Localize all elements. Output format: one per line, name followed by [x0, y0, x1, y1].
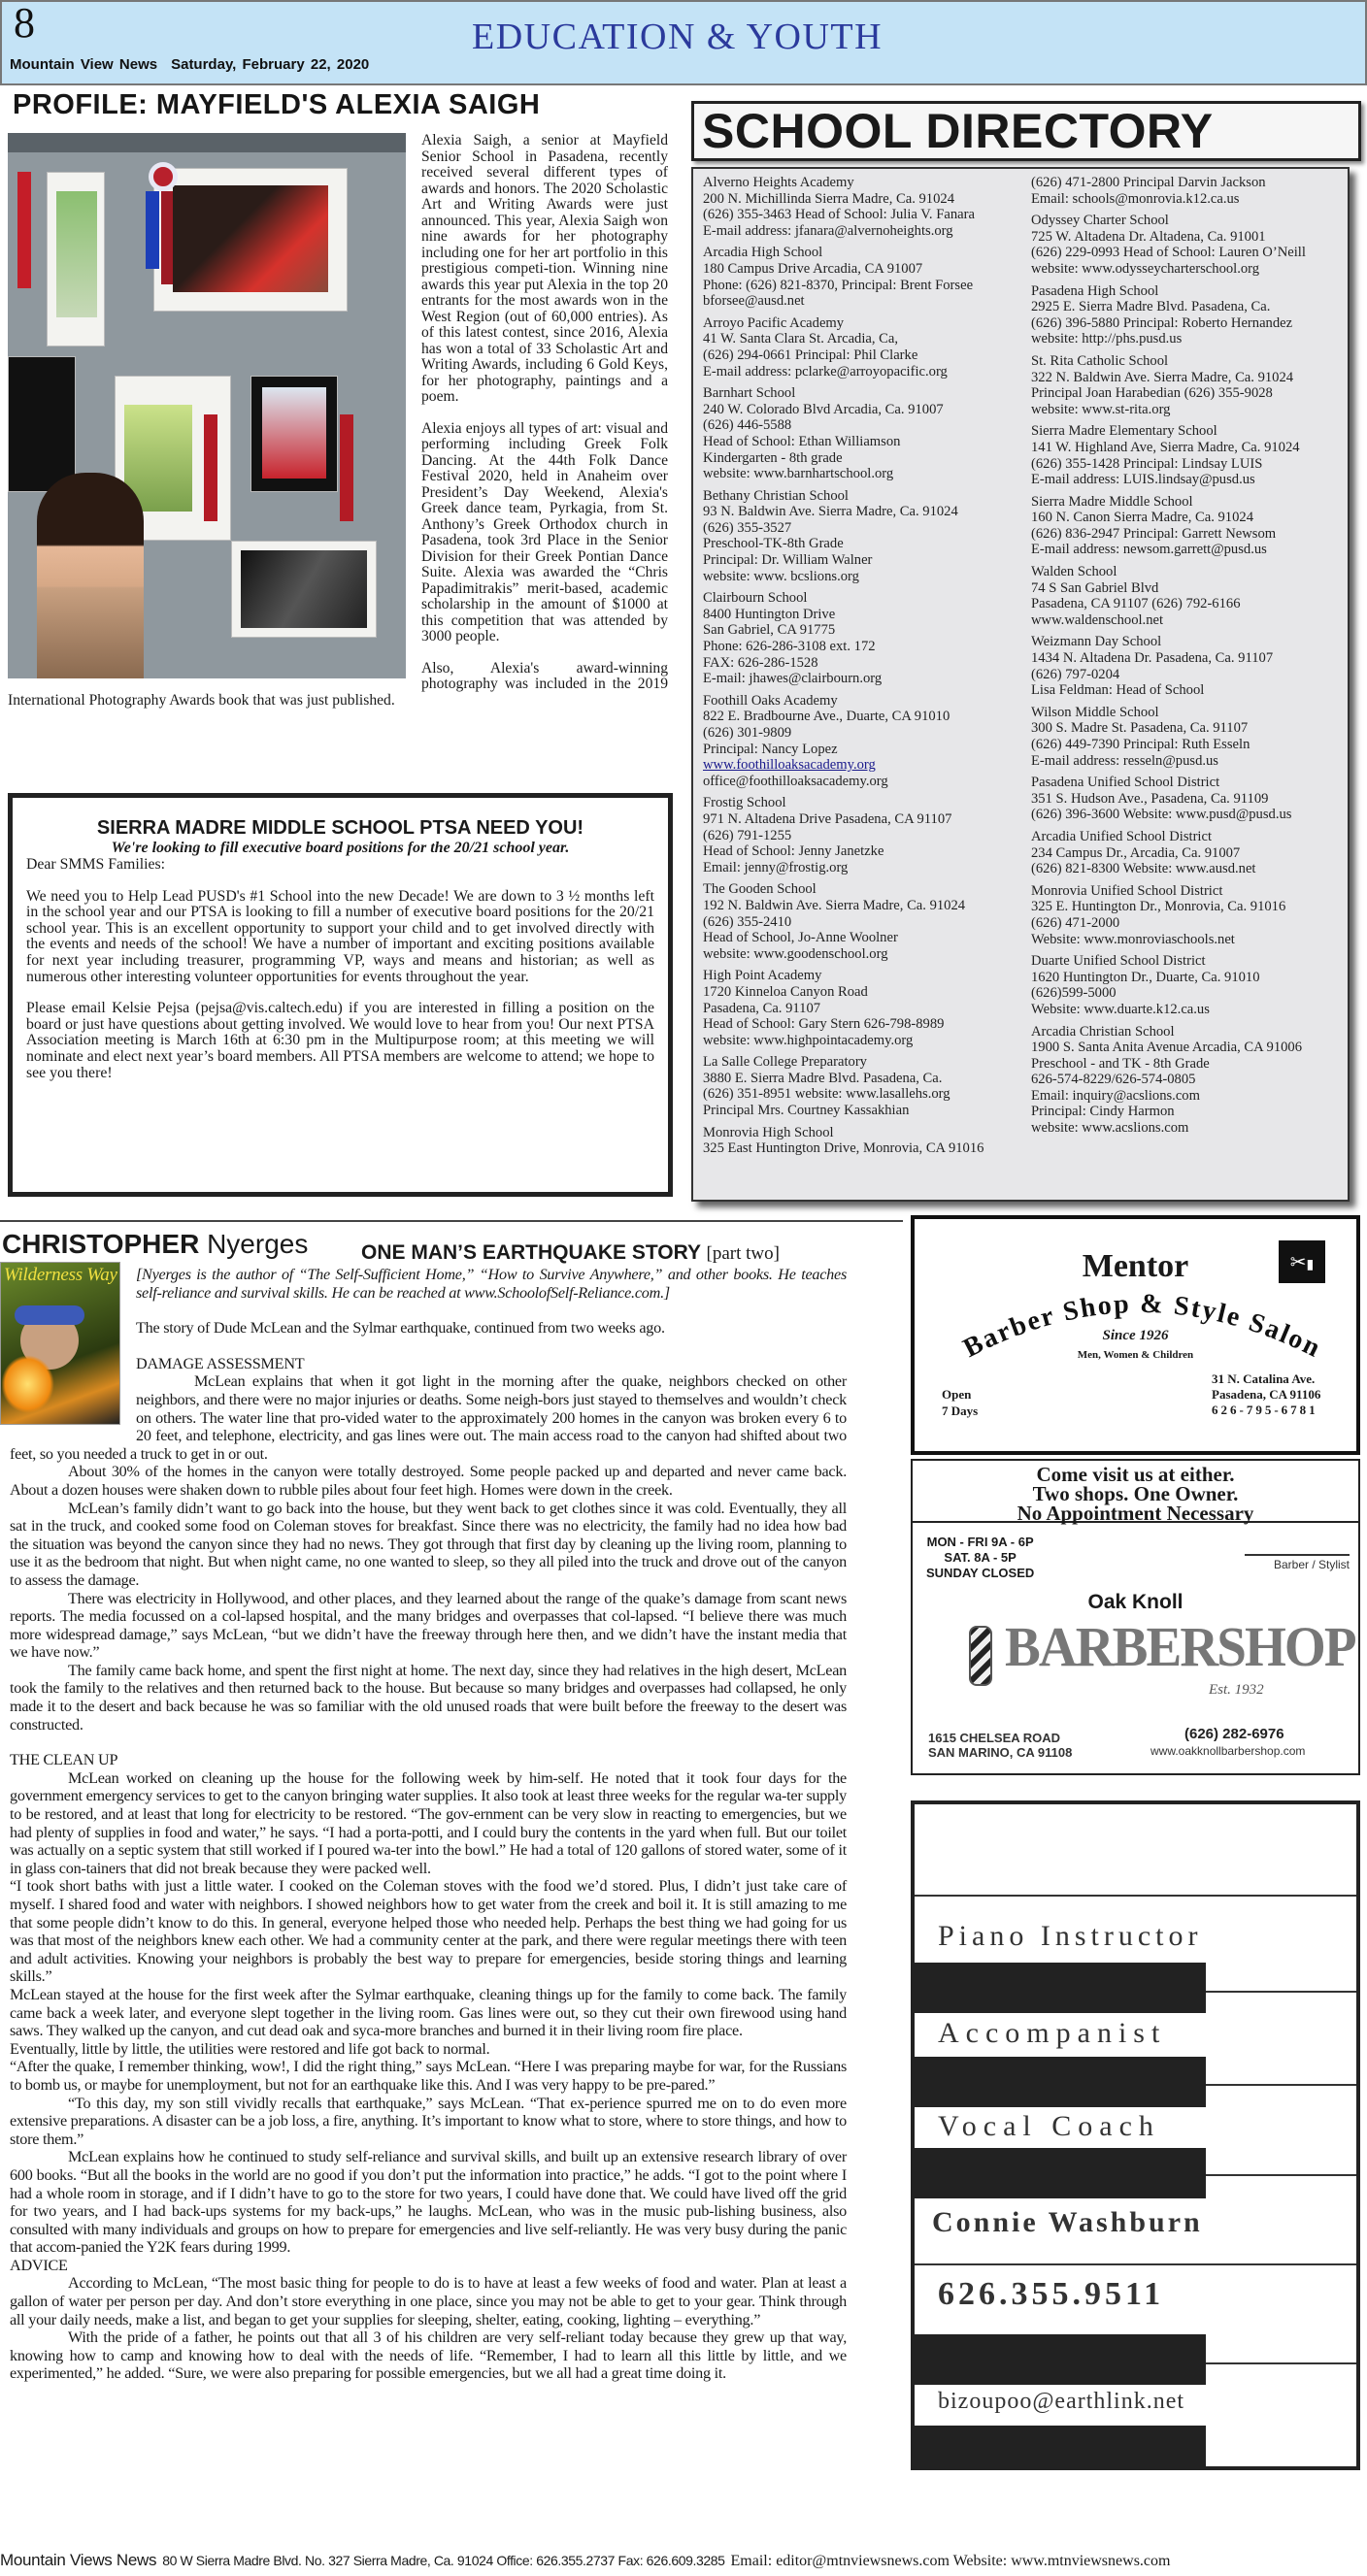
school-detail: 200 N. Michillinda Sierra Madre, Ca. 91024 — [703, 190, 954, 207]
directory-column-left — [703, 175, 1028, 1163]
directory-entry — [1031, 564, 1356, 628]
ptsa-paragraph: Please email Kelsie Pejsa (pejsa@vis.caltech.edu) if you are interested in filling a position on the board or just have questions about getting involved. We would love to hear from you! Our next PTSA Association meeting is March 16th at 6:30 pm in the Multipurpose room; at this meeting we will nominate and elect next year’s board members. All PTSA members are welcome to attend; we hope to see you there! — [26, 1000, 654, 1081]
page-number: 8 — [14, 0, 35, 47]
directory-entry — [703, 385, 1028, 482]
school-detail: website: www.odysseycharterschool.org — [1031, 260, 1260, 277]
school-name: Foothill Oaks Academy — [703, 692, 838, 709]
directory-entry — [703, 968, 1028, 1048]
school-detail: Head of School: Jenny Janetzke — [703, 843, 884, 860]
profile-paragraph: Alexia Saigh, a senior at Mayfield Senior School in Pasadena, recently received several different types of awards and honors. The 2020 Scholastic Art and Writing Awards were just announced. This year, Alexia Saigh won nine awards for her photography including one for her art portfolio in this prestigious competi-tion. Winning nine awards this year put Alexia in the top 20 entrants for the most awards won in the West Region (out of 60,000 entries). As of this latest contest, since 2016, Alexia has won a total of 33 Scholastic Art and Writing Awards, including 6 Gold Keys, for her photography, paintings and a poem. — [421, 132, 668, 405]
school-detail: 822 E. Bradbourne Ave., Duarte, CA 91010 — [703, 709, 950, 725]
school-name: La Salle College Preparatory — [703, 1054, 867, 1071]
school-detail: bforsee@ausd.net — [703, 293, 805, 310]
article-paragraph: McLean explains how he continued to study self-reliance and survival skills, and built up an extensive research library of over 600 books. “But all the books in the world are no good if you don’t put the information into practice,” he adds. “I got to the point where I had a whole room in storage, and if I didn’t have to go to the store for two years, I could have done that. We could have lived off the grid for two years, and I had back-ups systems for my back-ups,” he laughs. McLean, who was in the music pub-lishing business, also consulted with many individuals and groups on how to prepare for emergencies and live self-reliantly. He was very busy during the panic that accom-panied the Y2K fears during 1999. — [10, 2148, 847, 2257]
school-name: St. Rita Catholic School — [1031, 352, 1169, 369]
school-name: Alverno Heights Academy — [703, 175, 854, 190]
directory-entry — [703, 693, 1028, 790]
school-detail: Phone: 626-286-3108 ext. 172 — [703, 639, 876, 655]
school-name: Arroyo Pacific Academy — [703, 314, 845, 331]
school-detail: 1434 N. Altadena Dr. Pasadena, Ca. 91107 — [1031, 650, 1274, 667]
school-name: Frostig School — [703, 795, 786, 811]
school-detail: (626) 471-2800 Principal Darvin Jackson — [1031, 175, 1266, 190]
school-detail: Head of School: Ethan Williamson — [703, 433, 901, 449]
oak-hours-2: SAT. 8A - 5P — [944, 1550, 1017, 1565]
oak-promo-1: Come visit us at either. — [1036, 1463, 1235, 1486]
article-paragraph: McLean stayed at the house for the first week after the Sylmar earthquake, cleaning things up for the family to come back. The family came back a week later, and everyone slept together in the living room. Gas lines were out, so they cut their own firewood using hand saws. They walked up the canyon, and cut dead oak and syca-more branches and burned it in their living room fire place. — [10, 1985, 847, 2040]
school-name: Pasadena Unified School District — [1031, 775, 1220, 791]
school-detail: (626) 294-0661 Principal: Phil Clarke — [703, 347, 918, 363]
ptsa-paragraph: We need you to Help Lead PUSD's #1 School into the new Decade! We are down to 3 ½ months left in the school year and our PTSA is looking to fill a number of executive board positions for the 20/21 school year. This is an excellent opportunity to support your child and to get involved directly with the events and needs of the school! We have a number of important and exciting positions available for next year including treasurer, programming VP, ways and means and historian; as well as numerous other interesting volunteer opportunities for events throughout the year. — [26, 887, 654, 985]
school-detail: Head of School: Gary Stern 626-798-8989 — [703, 1016, 945, 1033]
oak-role: Barber / Stylist — [1245, 1554, 1350, 1571]
school-detail: (626) 791-1255 — [703, 827, 792, 843]
school-detail: 626-574-8229/626-574-0805 — [1031, 1072, 1196, 1088]
directory-column-right — [1031, 175, 1356, 1142]
piano-line-1: Piano Instructor — [938, 1920, 1203, 1952]
book-cover-title: Wilderness Way — [4, 1265, 117, 1285]
directory-entry — [1031, 283, 1356, 347]
mentor-hours-1: Open — [942, 1387, 972, 1402]
directory-entry — [703, 1054, 1028, 1118]
school-detail: 141 W. Highland Ave, Sierra Madre, Ca. 91024 — [1031, 439, 1300, 455]
profile-photo — [8, 133, 406, 678]
article-paragraph: Eventually, little by little, the utilities were restored and life got back to normal. — [10, 2039, 490, 2058]
school-detail: website: www.highpointacademy.org — [703, 1032, 914, 1048]
section-divider — [0, 1220, 903, 1222]
article-paragraph: McLean worked on cleaning up the house for the following week by him-self. He noted that it took four days for the government emergency services to get to the canyon bringing water supplies. It also took at least three weeks for the regular wa-ter supply to be restored, and at least that long for electricity to be restored. “The gov-ernment can be very slow in reacting to emergencies, but we had plenty of supplies in food and water,” he says. “I had a porta-potti, and I could bury the contents in the yard when full. But our toilet was actually on a septic system that still worked if I poured wa-ter into the bowl.” He had a total of 120 gallons of stored water, some of it in glass con-tainers that did not break because they were packed well. — [10, 1768, 847, 1877]
school-name: Monrovia High School — [703, 1124, 834, 1140]
article-paragraph: McLean’s family didn’t want to go back into the house, but they went back to get clothes since it was cold. Eventually, they all sat in the truck, and cooked some food on Coleman stoves for breakfast. Since there was no electricity, the family had no idea how bad the situation was beyond the canyon since they had no news. They got through that first day by cleaning up the living room, planning to use it as the bedroom that night. But when night came, no one wanted to sleep, so they all piled into the truck and drove out of the canyon to assess the damage. — [10, 1499, 847, 1589]
school-detail: Principal Mrs. Courtney Kassakhian — [703, 1103, 910, 1119]
directory-entry — [1031, 175, 1356, 207]
mentor-address — [1212, 1371, 1320, 1418]
school-detail: 41 W. Santa Clara St. Arcadia, Ca, — [703, 331, 899, 347]
directory-entry — [1031, 829, 1356, 877]
mentor-hours — [942, 1386, 978, 1419]
school-detail: San Gabriel, CA 91775 — [703, 622, 836, 639]
barber-icon: ✂▮ — [1279, 1240, 1325, 1283]
school-detail: website: www.goodenschool.org — [703, 945, 888, 962]
profile-paragraph: Also, Alexia's award-winning photography was included in the 2019 International Photography Awards book that was just published. — [8, 659, 668, 709]
article-paragraph: About 30% of the homes in the canyon were totally destroyed. Some people packed up and departed and never came back. About a dozen houses were shaken down to rubble piles about four feet high. Homes were down in the creek. — [10, 1463, 847, 1499]
school-name: Sierra Madre Middle School — [1031, 493, 1193, 510]
school-detail: (626) 821-8300 Website: www.ausd.net — [1031, 861, 1256, 877]
oak-promo — [913, 1465, 1358, 1523]
school-detail: 971 N. Altadena Drive Pasadena, CA 91107 — [703, 810, 952, 827]
school-detail: Principal: Cindy Harmon — [1031, 1104, 1175, 1120]
oak-address — [928, 1731, 1072, 1760]
article-paragraphs — [10, 1266, 847, 2383]
school-detail: 1620 Huntington Dr., Duarte, Ca. 91010 — [1031, 969, 1260, 985]
oak-name-small: Oak Knoll — [1087, 1591, 1184, 1613]
school-name: Pasadena High School — [1031, 282, 1159, 299]
school-detail: Pasadena, CA 91107 (626) 792-6166 — [1031, 596, 1241, 612]
school-detail: 234 Campus Dr., Arcadia, Ca. 91007 — [1031, 844, 1241, 861]
oak-promo-2: Two shops. One Owner. — [1032, 1482, 1239, 1505]
piano-line-3: Vocal Coach — [938, 2110, 1160, 2142]
school-detail: 300 S. Madre St. Pasadena, Ca. 91107 — [1031, 720, 1249, 737]
book-cover-photo — [0, 1262, 120, 1425]
school-name: Weizmann Day School — [1031, 634, 1162, 650]
piano-phone: 626.355.9511 — [938, 2276, 1165, 2312]
school-detail: E-mail address: LUIS.lindsay@pusd.us — [1031, 472, 1255, 488]
school-detail: (626) 449-7390 Principal: Ruth Esseln — [1031, 737, 1250, 752]
oak-established: Est. 1932 — [1209, 1682, 1264, 1698]
school-detail: 351 S. Hudson Ave., Pasadena, Ca. 91109 — [1031, 790, 1269, 807]
school-detail: 8400 Huntington Drive — [703, 606, 836, 622]
school-detail: 725 W. Altadena Dr. Altadena, Ca. 91001 — [1031, 228, 1266, 245]
school-name: Odyssey Charter School — [1031, 213, 1169, 229]
school-name: Duarte Unified School District — [1031, 953, 1206, 970]
oak-phone: (626) 282-6976 — [1184, 1726, 1284, 1742]
school-name: High Point Academy — [703, 968, 822, 984]
article-paragraph: “After the quake, I remember thinking, wow!, I did the right thing,” says McLean. “Here I was preparing maybe for war, for the Russians to bomb us, or maybe for unemployment, but not for an earthquake like this. And I was very happy to be pre-pared.” — [10, 2058, 847, 2094]
directory-entry — [1031, 494, 1356, 558]
school-detail: 325 E. Huntington Dr., Monrovia, Ca. 91016 — [1031, 899, 1286, 915]
school-detail: website: http://phs.pusd.us — [1031, 331, 1183, 347]
publication-name: Mountain View News — [10, 56, 158, 73]
school-name: Wilson Middle School — [1031, 704, 1159, 720]
footer-contact: Email: editor@mtnviewsnews.com Website: www.mtnviewsnews.com — [730, 2553, 1171, 2569]
mentor-address-1: 31 N. Catalina Ave. — [1212, 1371, 1316, 1386]
school-detail: (626) 446-5588 — [703, 417, 792, 434]
school-detail: (626) 355-3527 — [703, 519, 792, 536]
school-detail: (626) 797-0204 — [1031, 666, 1120, 682]
section-title: EDUCATION & YOUTH — [472, 17, 884, 57]
ptsa-subtitle: We're looking to fill executive board positions for the 20/21 school year. — [111, 840, 570, 856]
article-paragraph: [Nyerges is the author of “The Self-Sufficient Home,” “How to Survive Anywhere,” and other books. He teaches self-reliance and survival skills. He can be reached at www.SchoolofSelf-Reliance.com.] — [136, 1266, 847, 1302]
school-detail: (626) 301-9809 — [703, 725, 792, 741]
school-directory — [691, 167, 1350, 1202]
school-detail: (626) 836-2947 Principal: Garrett Newsom — [1031, 525, 1277, 542]
school-detail: (626) 355-3463 Head of School: Julia V. Fanara — [703, 207, 975, 223]
school-name: Bethany Christian School — [703, 487, 849, 504]
directory-entry — [1031, 423, 1356, 487]
oak-hours-3: SUNDAY CLOSED — [926, 1566, 1035, 1580]
ptsa-notice — [8, 793, 673, 1197]
directory-entry — [703, 795, 1028, 875]
school-detail: 322 N. Baldwin Ave. Sierra Madre, Ca. 91024 — [1031, 369, 1294, 385]
directory-entry — [703, 590, 1028, 687]
school-detail: Website: www.monroviaschools.net — [1031, 931, 1235, 947]
school-detail: Lisa Feldman: Head of School — [1031, 682, 1205, 699]
school-detail: 1900 S. Santa Anita Avenue Arcadia, CA 91006 — [1031, 1040, 1303, 1056]
directory-entry — [1031, 213, 1356, 277]
directory-entry — [1031, 705, 1356, 769]
school-detail: (626) 471-2000 — [1031, 914, 1120, 931]
school-detail: E-mail: jhawes@clairbourn.org — [703, 671, 883, 687]
columnist-first-name: CHRISTOPHER — [2, 1229, 200, 1259]
mentor-since: Since 1926 — [1102, 1328, 1169, 1343]
directory-entry — [1031, 775, 1356, 823]
school-detail: 160 N. Canon Sierra Madre, Ca. 91024 — [1031, 510, 1253, 526]
school-name: Walden School — [1031, 564, 1117, 580]
footer-address: 80 W Sierra Madre Blvd. No. 327 Sierra Madre, Ca. 91024 Office: 626.355.2737 Fax: 626.609.3285 — [162, 2553, 725, 2568]
school-detail: E-mail address: newsom.garrett@pusd.us — [1031, 542, 1267, 558]
mentor-tagline: Barber Shop & Style Salon — [958, 1288, 1327, 1365]
publication-line — [10, 56, 369, 73]
directory-entry — [1031, 634, 1356, 698]
footer-publication: Mountain Views News — [0, 2551, 157, 2569]
school-detail: (626) 396-5880 Principal: Roberto Hernandez — [1031, 314, 1293, 331]
oak-name-big: BARBERSHOP — [1005, 1615, 1355, 1678]
article-paragraph: According to McLean, “The most basic thing for people to do is to have at least a few weeks of food and water. Plan at least a gallon of water per person per day. And don’t store everything in one place, since you may not be able to get to your gear. Think through all your daily needs, make a list, and began to get your supplies for sleeping, shelter, eating, cooking, lighting – everything.” — [10, 2274, 847, 2328]
school-website-link[interactable]: www.foothilloaksacademy.org — [703, 757, 876, 774]
school-detail: (626) 396-3600 Website: www.pusd@pusd.us — [1031, 807, 1292, 823]
profile-paragraph: Alexia enjoys all types of art: visual and performing including Greek Folk Dancing. At the 44th Folk Dance Festival 2020, held in Anaheim over President’s Day Weekend, Alexia's Greek dance team, Pyrkagia, from St. Anthony’s Greek Orthodox church in Pasadena, took 3rd Place in the Senior Division for their Greek Pontian Dance Suite. Alexia was awarded the “Chris Papadimitrakis” merit-based, academic scholarship in the amount of $1000 at this competition that was attended by 3000 people. — [421, 419, 668, 644]
article-paragraph: There was electricity in Hollywood, and other places, and they learned about the range of the quake’s damage from scant news reports. The media focussed on a col-lapsed hospital, and the many bridges and overpasses that col-lapsed. “I believe there was much more widespread damage,” says McLean, “but we didn’t have the freeway through here then, and we didn’t have the instant media that we have now.” — [10, 1589, 847, 1662]
school-name: The Gooden School — [703, 881, 817, 898]
school-detail: www.waldenschool.net — [1031, 611, 1164, 628]
school-detail: Preschool-TK-8th Grade — [703, 536, 844, 552]
oak-address-2: SAN MARINO, CA 91108 — [928, 1745, 1073, 1760]
article-title: ONE MAN’S EARTHQUAKE STORY — [361, 1241, 701, 1264]
mentor-address-2: Pasadena, CA 91106 — [1212, 1387, 1321, 1402]
article-paragraph: “I took short baths with just a little water. I cooked on the Coleman stoves with the food we’d stored. Plus, I didn’t just take care of myself. I shared food and water with neighbors. I showed neighbors how to get water from the creek and boil it. It is still amazing to me that some people didn’t know to do this. In general, everyone helped those who needed help. Perhaps the best thing we had going for us was that most of the neighbors knew each other. We had a community center at the park, and there were regular meetings there with teen and adult activities. Knowing your neighbors is probably the best way to prepare for emergencies, beside storing things and learning skills.” — [10, 1877, 847, 1986]
school-detail: 192 N. Baldwin Ave. Sierra Madre, Ca. 91024 — [703, 897, 966, 913]
mentor-barber-ad — [911, 1215, 1360, 1455]
school-detail: 1720 Kinneloa Canyon Road — [703, 983, 868, 1000]
school-detail: Head of School, Jo-Anne Woolner — [703, 930, 898, 946]
school-detail: Email: schools@monrovia.k12.ca.us — [1031, 190, 1240, 207]
oak-address-1: 1615 CHELSEA ROAD — [928, 1731, 1061, 1745]
school-name: Arcadia Christian School — [1031, 1023, 1175, 1040]
directory-title: SCHOOL DIRECTORY — [691, 101, 1361, 161]
school-detail: FAX: 626-286-1528 — [703, 654, 818, 671]
school-name: Clairbourn School — [703, 590, 808, 607]
school-detail: E-mail address: resseln@pusd.us — [1031, 752, 1218, 769]
school-detail: Website: www.duarte.k12.ca.us — [1031, 1001, 1210, 1017]
school-detail: 74 S San Gabriel Blvd — [1031, 579, 1159, 596]
columnist-last-name: Nyerges — [207, 1229, 309, 1259]
article-part: [part two] — [706, 1243, 780, 1264]
school-detail: Email: jenny@frostig.org — [703, 859, 849, 875]
article-paragraph: The story of Dude McLean and the Sylmar earthquake, continued from two weeks ago. — [136, 1319, 665, 1338]
school-name: Barnhart School — [703, 385, 796, 402]
directory-entry — [703, 315, 1028, 380]
directory-entry — [703, 881, 1028, 962]
article-paragraph: With the pride of a father, he points out that all 3 of his children are very self-reliant today because they grew up that way, knowing how to camp and knowing how to deal with the needs of life. “Remember, I had to learn all this little by little, and we experimented,” he added. “Sure, we were also preparing for possible emergencies, but we all had a great time doing it. — [10, 2328, 847, 2383]
page-header — [0, 0, 1367, 85]
article-paragraph: “To this day, my son still vividly recalls that earthquake,” says McLean. “That ex-perience spurred me on to do even more extensive preparations. A disaster can be a job loss, a fire, anything. It’s important to know what to store, where to store things, and how to store them.” — [10, 2094, 848, 2148]
oak-knoll-barbershop-ad — [911, 1459, 1360, 1775]
issue-date: Saturday, February 22, 2020 — [171, 56, 370, 73]
school-detail: Phone: (626) 821-8370, Principal: Brent Forsee — [703, 277, 974, 293]
profile-headline: PROFILE: MAYFIELD'S ALEXIA SAIGH — [13, 89, 541, 120]
piano-name: Connie Washburn — [932, 2206, 1203, 2238]
school-detail: Kindergarten - 8th grade — [703, 449, 843, 466]
piano-line-2: Accompanist — [938, 2017, 1167, 2049]
piano-instructor-ad — [911, 1800, 1360, 2470]
directory-entry — [703, 245, 1028, 309]
school-detail: (626) 355-2410 — [703, 913, 792, 930]
oak-hours-1: MON - FRI 9A - 6P — [926, 1535, 1034, 1549]
directory-entry — [1031, 353, 1356, 417]
school-name: Monrovia Unified School District — [1031, 882, 1223, 899]
school-detail: 180 Campus Drive Arcadia, CA 91007 — [703, 260, 923, 277]
school-detail: Principal: Nancy Lopez — [703, 741, 838, 757]
school-detail: 240 W. Colorado Blvd Arcadia, Ca. 91007 — [703, 401, 944, 417]
article-paragraph: McLean explains that when it got light in the morning after the quake, neighbors checked on other neighbors, and there were no major injuries or deaths. Some neigh-bors just stayed to themselves and wouldn’t check on others. The water line that pro-vided water to the approximately 200 homes in the canyon was broken every 6 to 20 feet, and telephone, electricity, and gas lines were out. The main access road to the canyon had shifted about two feet, so you needed a truck to get in or out. — [10, 1372, 847, 1463]
directory-entry — [1031, 953, 1356, 1017]
piano-email[interactable]: bizoupoo@earthlink.net — [938, 2389, 1185, 2414]
mentor-hours-2: 7 Days — [942, 1404, 979, 1418]
directory-entry — [703, 1125, 1028, 1157]
school-detail: website: www.st-rita.org — [1031, 401, 1171, 417]
barber-pole-icon — [969, 1626, 992, 1686]
columnist-name — [2, 1229, 308, 1260]
directory-entry — [703, 175, 1028, 239]
mentor-clientele: Men, Women & Children — [1077, 1349, 1194, 1361]
school-detail: office@foothilloaksacademy.org — [703, 773, 888, 789]
school-detail: 93 N. Baldwin Ave. Sierra Madre, Ca. 91024 — [703, 504, 958, 520]
article-paragraph: The family came back home, and spent the first night at home. The next day, since they had relatives in the high desert, McLean took the family to the relatives and then returned back to the house. But because so many bridges and overpasses had collapsed, he only made it to the desert and back because he was so familiar with the old unused roads that were built before the freeway to the desert was constructed. — [10, 1661, 847, 1734]
ptsa-greeting: Dear SMMS Families: — [26, 856, 166, 873]
school-detail: (626)599-5000 — [1031, 985, 1117, 1002]
article-subheading: DAMAGE ASSESSMENT — [136, 1354, 305, 1372]
mentor-name: Mentor — [1082, 1248, 1189, 1284]
school-detail: Principal Joan Harabedian (626) 355-9028 — [1031, 385, 1273, 402]
profile-article — [8, 133, 668, 724]
school-detail: E-mail address: pclarke@arroyopacific.org — [703, 363, 948, 380]
oak-promo-3: No Appointment Necessary — [1017, 1502, 1254, 1525]
mentor-phone: 626-795-6781 — [1212, 1403, 1318, 1417]
oak-website[interactable]: www.oakknollbarbershop.com — [1150, 1744, 1306, 1758]
school-detail: Preschool - and TK - 8th Grade — [1031, 1055, 1210, 1072]
school-name: Arcadia High School — [703, 245, 823, 261]
article-headline — [361, 1241, 780, 1265]
school-detail: website: www.barnhartschool.org — [703, 466, 894, 482]
school-detail: 3880 E. Sierra Madre Blvd. Pasadena, Ca. — [703, 1070, 943, 1086]
school-detail: (626) 229-0993 Head of School: Lauren O’Neill — [1031, 245, 1306, 261]
school-name: Sierra Madre Elementary School — [1031, 423, 1217, 440]
school-detail: website: www. bcslions.org — [703, 568, 859, 584]
oak-hours — [926, 1535, 1034, 1581]
school-detail: website: www.acslions.com — [1031, 1120, 1189, 1137]
directory-entry — [1031, 883, 1356, 947]
page-footer — [0, 2551, 1367, 2570]
ptsa-title: SIERRA MADRE MIDDLE SCHOOL PTSA NEED YOU! — [96, 817, 584, 839]
school-detail: 325 East Huntington Drive, Monrovia, CA 91016 — [703, 1140, 984, 1157]
article-body — [4, 1265, 848, 2383]
article-subheading: THE CLEAN UP — [10, 1751, 118, 1769]
school-detail: Principal: Dr. William Walner — [703, 552, 873, 569]
school-detail: (626) 355-1428 Principal: Lindsay LUIS — [1031, 455, 1263, 472]
school-detail: (626) 351-8951 website: www.lasallehs.org — [703, 1086, 950, 1103]
school-detail: E-mail address: jfanara@alvernoheights.org — [703, 222, 953, 239]
article-subheading: ADVICE — [10, 2256, 68, 2274]
school-name: Arcadia Unified School District — [1031, 828, 1213, 844]
directory-entry — [703, 488, 1028, 585]
school-detail: Pasadena, Ca. 91107 — [703, 1000, 821, 1016]
school-detail: 2925 E. Sierra Madre Blvd. Pasadena, Ca. — [1031, 299, 1271, 315]
school-detail: Email: inquiry@acslions.com — [1031, 1087, 1200, 1104]
directory-entry — [1031, 1024, 1356, 1137]
